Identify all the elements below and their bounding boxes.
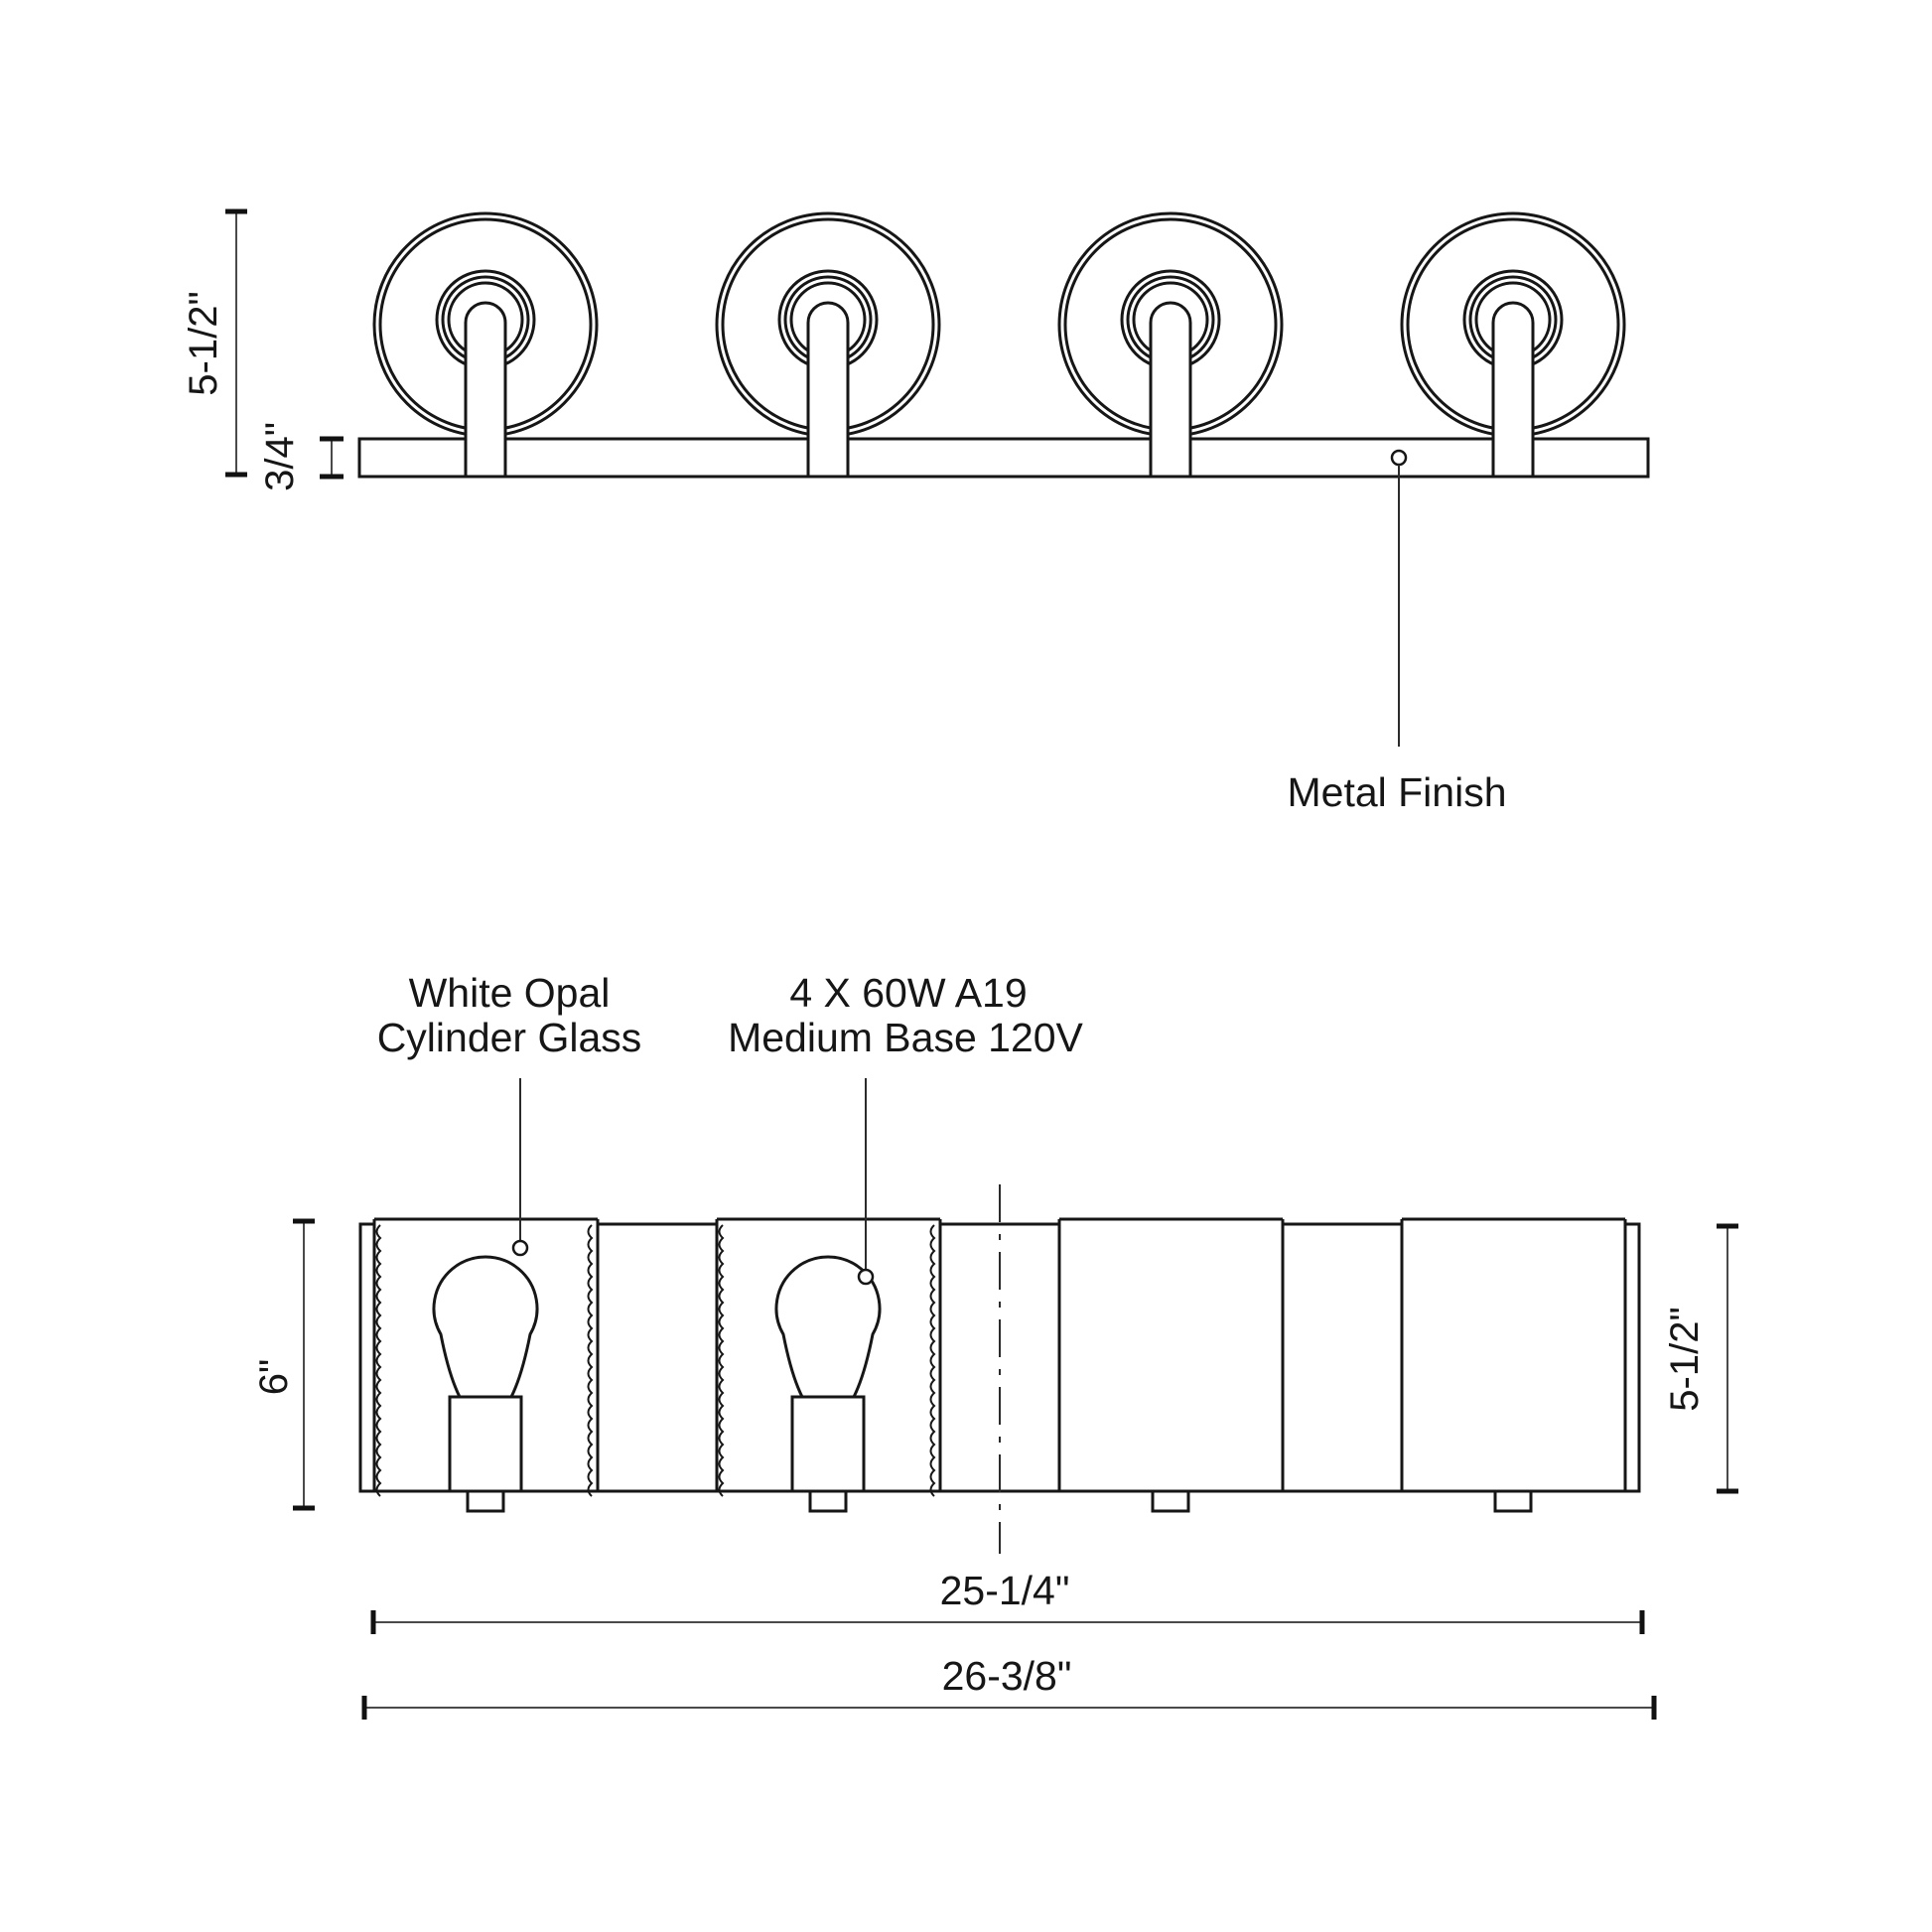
dim-plate-thickness bbox=[258, 422, 344, 491]
bulb-callout bbox=[728, 970, 1083, 1284]
bulb-label-line2: Medium Base 120V bbox=[728, 1015, 1083, 1060]
glass-callout-dot bbox=[513, 1241, 527, 1255]
glass-cylinder-4 bbox=[1402, 1219, 1625, 1491]
socket-tab-2 bbox=[810, 1491, 846, 1511]
dim-overall-width bbox=[364, 1653, 1654, 1720]
glass-cylinder-3 bbox=[1059, 1219, 1283, 1491]
dim-plate-thickness-label: 3/4" bbox=[258, 422, 302, 491]
socket-tab-1 bbox=[468, 1491, 503, 1511]
glass-label-line2: Cylinder Glass bbox=[376, 1015, 642, 1060]
dim-glass-height bbox=[252, 1221, 315, 1508]
socket-tab-4 bbox=[1495, 1491, 1531, 1511]
bulb-label-line1: 4 X 60W A19 bbox=[789, 970, 1028, 1016]
front-view bbox=[252, 970, 1738, 1720]
dim-body-height-label: 5-1/2" bbox=[1663, 1307, 1707, 1412]
backplate-left-end bbox=[360, 1224, 374, 1491]
dim-glass-span-label: 25-1/4" bbox=[939, 1568, 1070, 1613]
dim-glass-span bbox=[373, 1568, 1642, 1634]
glass-texture-right bbox=[931, 1225, 935, 1496]
lamp-stem-2 bbox=[808, 303, 848, 476]
socket-tab-3 bbox=[1153, 1491, 1188, 1511]
dim-total-height-label: 5-1/2" bbox=[182, 291, 225, 396]
metal-finish-label: Metal Finish bbox=[1287, 769, 1507, 815]
metal-finish-callout-dot bbox=[1392, 451, 1406, 465]
lamp-stem-3 bbox=[1151, 303, 1190, 476]
light-bulb-1 bbox=[434, 1257, 537, 1491]
lamp-stem-1 bbox=[466, 303, 505, 476]
dim-total-height bbox=[182, 211, 247, 475]
mounting-bar bbox=[359, 439, 1648, 477]
glass-texture-left bbox=[377, 1225, 381, 1496]
glass-callout bbox=[377, 970, 642, 1255]
dim-overall-width-label: 26-3/8" bbox=[941, 1653, 1072, 1699]
backplate-right-end bbox=[1625, 1224, 1639, 1491]
dim-glass-height-label: 6" bbox=[252, 1358, 296, 1396]
light-bulb-2 bbox=[776, 1257, 880, 1491]
dim-body-height bbox=[1663, 1226, 1738, 1491]
glass-texture-left bbox=[720, 1225, 724, 1496]
lamp-stem-4 bbox=[1493, 303, 1533, 476]
glass-label-line1: White Opal bbox=[408, 970, 611, 1016]
bulb-callout-dot bbox=[859, 1270, 873, 1284]
top-view bbox=[182, 211, 1648, 815]
glass-texture-right bbox=[589, 1225, 593, 1496]
